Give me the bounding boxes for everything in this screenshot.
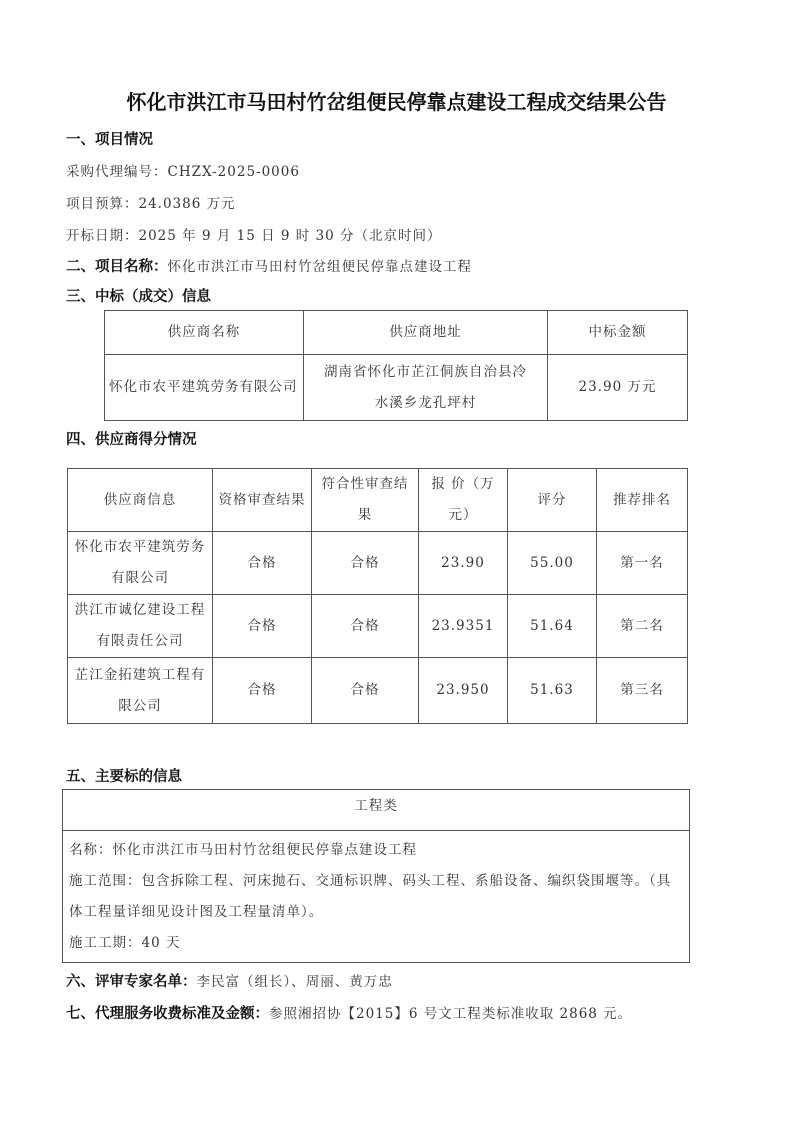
subject-category: 工程类 [63, 790, 689, 831]
project-name-value: 怀化市洪江市马田村竹岔组便民停靠点建设工程 [167, 259, 472, 275]
column-header: 供应商名称 [105, 311, 304, 355]
page-title: 怀化市洪江市马田村竹岔组便民停靠点建设工程成交结果公告 [126, 90, 667, 114]
price-cell: 23.9351 [419, 595, 508, 658]
section6-heading: 六、评审专家名单： [66, 974, 197, 990]
section3-heading: 三、中标（成交）信息 [66, 289, 211, 305]
rank-cell: 第二名 [597, 595, 688, 658]
table-header-row [105, 311, 688, 355]
price-cell: 23.950 [419, 658, 508, 724]
column-header: 符合性审查结果 [312, 469, 419, 532]
rank-cell: 第一名 [597, 532, 688, 595]
qualification-cell: 合格 [213, 532, 312, 595]
supplier-score-table [67, 468, 688, 724]
table-row [68, 532, 688, 595]
table-row [105, 355, 688, 421]
bid-amount-cell: 23.90 万元 [548, 355, 688, 421]
section7-heading: 七、代理服务收费标准及金额： [66, 1006, 269, 1022]
winning-bid-table [104, 310, 688, 421]
supplier-cell: 怀化市农平建筑劳务有限公司 [68, 532, 213, 595]
section4-heading: 四、供应商得分情况 [66, 432, 197, 448]
subject-period: 施工工期：40 天 [69, 935, 181, 951]
opening-date [66, 224, 442, 244]
qualification-cell: 合格 [213, 595, 312, 658]
compliance-cell: 合格 [312, 658, 419, 724]
opening-date-label: 开标日期： [66, 228, 139, 244]
column-header: 供应商地址 [304, 311, 548, 355]
section5-heading: 五、主要标的信息 [66, 769, 182, 785]
budget-label: 项目预算： [66, 196, 139, 212]
procurement-number-value: CHZX-2025-0006 [167, 164, 300, 180]
price-cell: 23.90 [419, 532, 508, 595]
project-name [66, 255, 472, 276]
compliance-cell: 合格 [312, 532, 419, 595]
subject-scope: 施工范围：包含拆除工程、河床抛石、交通标识牌、码头工程、系船设备、编织袋围堰等。（具体工程量详细见设计图及工程量清单）。 [69, 873, 672, 920]
table-row [68, 595, 688, 658]
supplier-name-cell: 怀化市农平建筑劳务有限公司 [105, 355, 304, 421]
procurement-number [66, 160, 300, 180]
agency-fee-value: 参照湘招协【2015】6 号文工程类标准收取 2868 元。 [269, 1006, 633, 1022]
score-cell: 55.00 [508, 532, 597, 595]
rank-cell: 第三名 [597, 658, 688, 724]
expert-names: 李民富（组长）、周丽、黄万忠 [196, 974, 393, 990]
column-header: 推荐排名 [597, 469, 688, 532]
qualification-cell: 合格 [213, 658, 312, 724]
compliance-cell: 合格 [312, 595, 419, 658]
table-row [68, 658, 688, 724]
subject-name: 名称：怀化市洪江市马田村竹岔组便民停靠点建设工程 [69, 842, 417, 858]
supplier-cell: 芷江金拓建筑工程有限公司 [68, 658, 213, 724]
expert-list [66, 970, 393, 991]
column-header: 中标金额 [548, 311, 688, 355]
column-header: 资格审查结果 [213, 469, 312, 532]
section2-heading: 二、项目名称： [66, 259, 168, 275]
opening-date-value: 2025 年 9 月 15 日 9 时 30 分（北京时间） [138, 228, 442, 244]
budget [66, 192, 236, 212]
subject-info-box [62, 789, 690, 963]
supplier-cell: 洪江市诚亿建设工程有限责任公司 [68, 595, 213, 658]
supplier-address-cell: 湖南省怀化市芷江侗族自治县冷水溪乡龙孔坪村 [304, 355, 548, 421]
table-header-row [68, 469, 688, 532]
score-cell: 51.64 [508, 595, 597, 658]
column-header: 供应商信息 [68, 469, 213, 532]
agency-fee [66, 1002, 632, 1023]
procurement-number-label: 采购代理编号： [66, 164, 168, 180]
section1-heading: 一、项目情况 [66, 132, 153, 148]
score-cell: 51.63 [508, 658, 597, 724]
budget-value: 24.0386 万元 [138, 196, 236, 212]
column-header: 报 价（万元） [419, 469, 508, 532]
column-header: 评分 [508, 469, 597, 532]
